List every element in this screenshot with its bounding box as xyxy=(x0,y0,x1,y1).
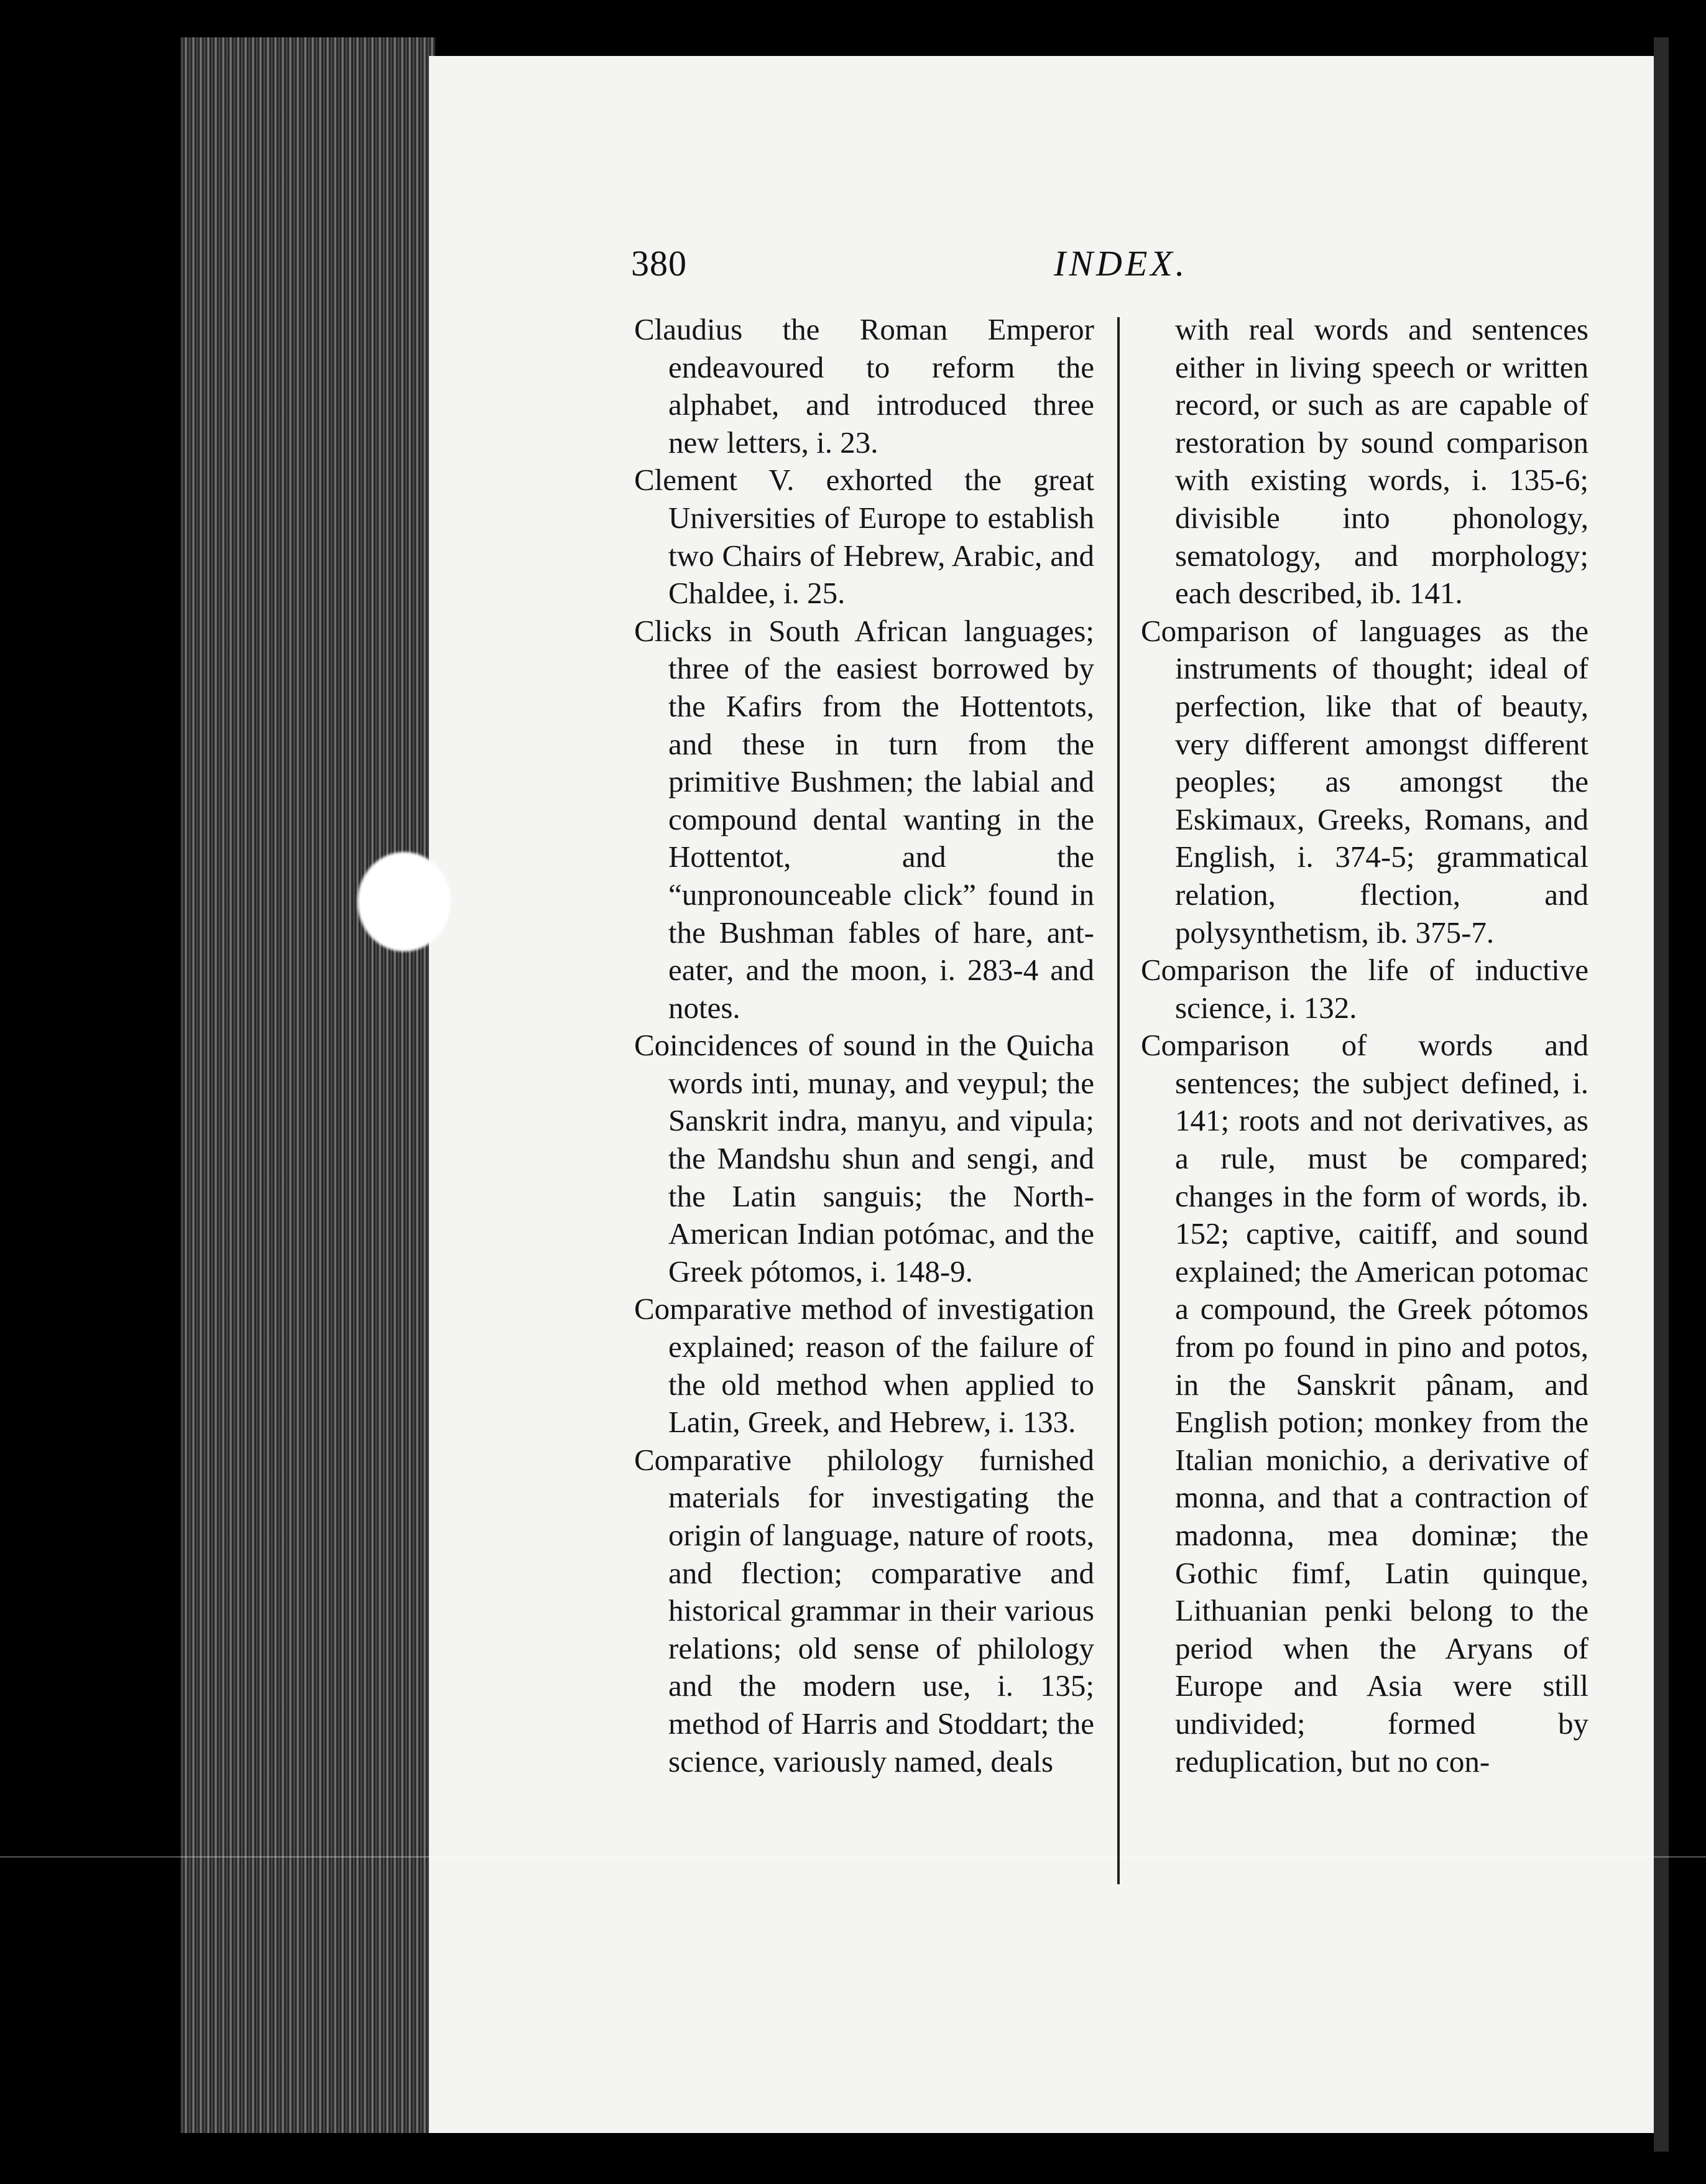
index-entry-text: Coincidences of sound in the Quicha words inti, munay, and veypul; the Sanskrit indra, manyu, and vipula; the Mandshu shun and sengi, and the Latin sanguis; the North-American Indian potómac, and the Greek pótomos, i. 148-9. xyxy=(634,1028,1094,1289)
right-column xyxy=(1141,311,1588,1780)
index-entry-text: Comparison of words and sentences; the subject defined, i. 141; roots and not derivatives, as a rule, must be compared; changes in the form of words, ib. 152; captive, caitiff, and sound explained; the American potomac a compound, the Greek pótomos from po found in pino and potos, in the Sanskrit pânam, and English potion; monkey from the Italian monichio, a derivative of monna, and that a contraction of madonna, mea dominæ; the Gothic fimf, Latin quinque, Lithuanian penki belong to the period when the Aryans of Europe and Asia were still undivided; formed by reduplication, but no con- xyxy=(1141,1028,1588,1779)
facing-page-edge xyxy=(1654,37,1669,2152)
page-header xyxy=(631,243,1576,286)
index-entry-text: Comparative method of investigation explained; reason of the failure of the old method when applied to Latin, Greek, and Hebrew, i. 133. xyxy=(634,1292,1094,1440)
index-entry xyxy=(634,311,1094,461)
left-column xyxy=(634,311,1094,1780)
index-entry-text: Claudius the Roman Emperor endeavoured to reform the alphabet, and introduced three new letters, i. 23. xyxy=(634,312,1094,460)
index-entry xyxy=(1141,951,1588,1027)
running-head: INDEX. xyxy=(1054,243,1188,284)
index-entry xyxy=(634,1290,1094,1441)
index-entry xyxy=(1141,1027,1588,1780)
index-entry xyxy=(634,1027,1094,1290)
scan-artifact-line xyxy=(0,1856,1706,1858)
index-entry xyxy=(634,461,1094,612)
index-entry-text: Comparative philology furnished materials for investigating the origin of language, nature of roots, and flection; comparative and historical grammar in their various relations; old sense of philology and the modern use, i. 135; method of Harris and Stoddart; the science, variously named, deals xyxy=(634,1442,1094,1779)
index-entry xyxy=(1141,613,1588,951)
index-entry xyxy=(634,1441,1094,1780)
column-divider xyxy=(1117,317,1120,1884)
paper-stain xyxy=(357,852,451,951)
index-entry-text: Comparison of languages as the instruments of thought; ideal of perfection, like that of beauty, very different amongst different peoples; as amongst the Eskimaux, Greeks, Romans, and English, i. 374-5; grammatical relation, flection, and polysynthetism, ib. 375-7. xyxy=(1141,613,1588,950)
index-entry-text: Clicks in South African languages; three of the easiest borrowed by the Kafirs from the Hottentots, and these in turn from the primitive Bushmen; the labial and compound dental wanting in the Hottentot, and the “unpronounceable click” found in the Bushman fables of hare, ant-eater, and the moon, i. 283-4 and notes. xyxy=(634,613,1094,1025)
index-entry xyxy=(634,613,1094,1027)
page-number: 380 xyxy=(631,243,687,284)
book-page-edges xyxy=(180,37,435,2133)
index-entry-text: Comparison the life of inductive science, i. 132. xyxy=(1141,953,1588,1025)
continued-entry xyxy=(1141,311,1588,613)
index-entry-text: Clement V. exhorted the great Universities of Europe to establish two Chairs of Hebrew, Arabic, and Chaldee, i. 25. xyxy=(634,463,1094,611)
continued-entry-text: with real words and sentences either in living speech or written record, or such as are capable of restoration by sound comparison with existing words, i. 135-6; divisible into phonology, sematology, and morphology; each described, ib. 141. xyxy=(1175,312,1588,611)
